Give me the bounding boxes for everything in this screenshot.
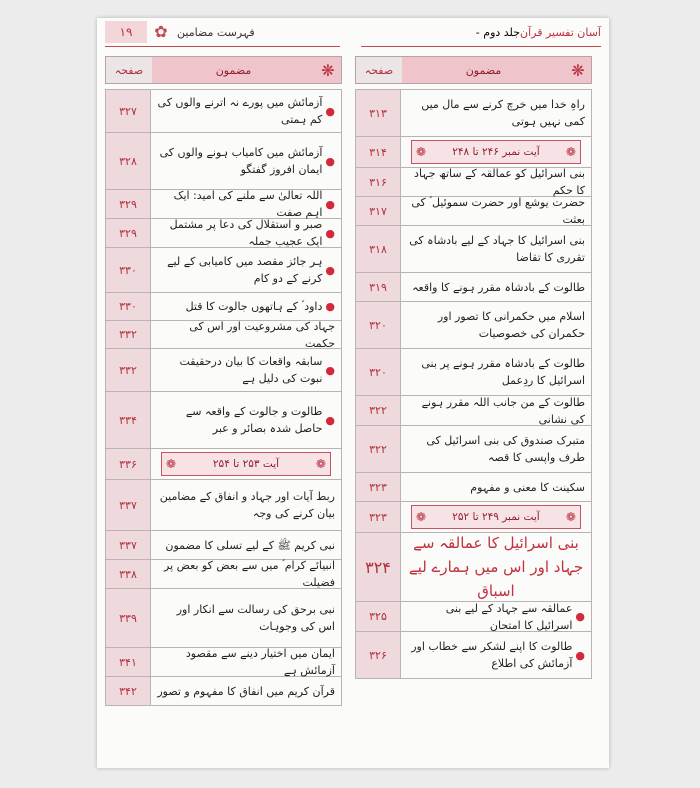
page-number: ۱۹: [105, 21, 147, 43]
subject-label: متبرک صندوق کی بنی اسرائیل کی طرف واپسی کا قصہ: [426, 434, 585, 464]
ayat-range-label: آیت ۲۵۳ تا ۲۵۴: [212, 458, 280, 470]
page-ref: ۳۴۲: [106, 677, 151, 705]
subject-label: حضرت یوشع اور حضرت سموئیل ؑ کی بعثت: [411, 196, 585, 226]
subject-text: [151, 480, 341, 530]
subject-text: [151, 90, 341, 132]
bullet-icon: ●: [325, 154, 335, 168]
subject-text: [151, 392, 341, 448]
page-ref: ۳۳۸: [106, 560, 151, 588]
page-ref: ۳۲۳: [356, 502, 401, 532]
bullet-icon: ●: [325, 300, 335, 313]
subject-label: ربط آیات اور جہاد و انفاق کے مضامین بیان کرنے کی وجہ: [159, 490, 335, 520]
subject-text: [151, 589, 341, 647]
table-row: [106, 219, 341, 248]
flower-ornament-icon: ❁: [416, 145, 427, 159]
subject-text: [401, 632, 591, 678]
subject-label: قرآن کریم میں انفاق کا مفہوم و تصور: [157, 684, 335, 698]
page-column-label: صفحہ: [106, 57, 152, 83]
page-ref: ۳۲۳: [356, 473, 401, 501]
flower-ornament-icon: ❁: [315, 457, 326, 471]
page-ref: ۳۳۷: [106, 480, 151, 530]
table-row: [356, 602, 591, 632]
page-ref: ۳۱۴: [356, 137, 401, 167]
table-row: [106, 648, 341, 677]
page-ref: ۳۲۷: [106, 90, 151, 132]
subject-text: [401, 90, 591, 136]
page-ref: ۳۲۲: [356, 426, 401, 472]
table-row: [106, 531, 341, 560]
flower-ornament-icon: ❋: [565, 57, 591, 83]
subject-label: بنی اسرائیل کا جہاد کے لیے بادشاہ کی تقرری کا تقاضا: [409, 234, 585, 264]
subject-label: طالوت کے من جانب اللہ مقرر ہونے کی نشانی: [421, 395, 585, 426]
page-ref: ۳۲۰: [356, 302, 401, 348]
subject-text: [401, 473, 591, 501]
table-row: [106, 589, 341, 648]
flower-ornament-icon: ❁: [565, 145, 576, 159]
subject-text: [401, 602, 591, 631]
table-row: [356, 349, 591, 396]
subject-column-label: مضمون: [402, 57, 565, 83]
toc-table: [355, 89, 592, 679]
left-column: [105, 56, 342, 706]
table-row: [106, 248, 341, 293]
page-ref: ۳۳۶: [106, 449, 151, 479]
table-row: [106, 90, 341, 133]
bullet-icon: ●: [325, 197, 335, 211]
column-header: [105, 56, 342, 84]
highlighted-subject: بنی اسرائیل کا عمالقہ سے جہاد اور اس میں ہمارے لیے اسباق: [408, 534, 584, 600]
subject-label: طالوت کے بادشاہ مقرر ہونے پر بنی اسرائیل کا ردِعمل: [421, 357, 585, 387]
table-row: [106, 349, 341, 392]
subject-text: [401, 396, 591, 425]
ayat-range-cell: [151, 449, 341, 479]
subject-label: طالوت و جالوت کے واقعہ سے حاصل شدہ بصائر و عبر: [185, 405, 323, 435]
subject-label: جہاد کی مشروعیت اور اس کی حکمت: [189, 319, 335, 350]
page-ref: ۳۱۳: [356, 90, 401, 136]
bullet-icon: ●: [325, 226, 335, 240]
page-ref: ۳۳۷: [106, 531, 151, 559]
table-row: [106, 321, 341, 349]
subject-label: طالوت کے بادشاہ مقرر ہونے کا واقعہ: [412, 280, 585, 294]
table-row: [356, 226, 591, 273]
table-row: [356, 273, 591, 302]
page-ref: ۳۱۶: [356, 168, 401, 196]
page-ref: ۳۳۹: [106, 589, 151, 647]
page-ref: ۳۲۸: [106, 133, 151, 189]
subject-label: صبر و استقلال کی دعا پر مشتمل ایک عجیب جملہ: [169, 218, 323, 248]
subject-text: [151, 677, 341, 705]
table-row: [356, 137, 591, 168]
subject-text: [151, 133, 341, 189]
subject-text: [401, 197, 591, 225]
page-ref: ۳۴۱: [106, 648, 151, 676]
book-title: آسان تفسیر قرآن: [520, 25, 601, 39]
table-row: [356, 533, 591, 602]
table-row: [106, 449, 341, 480]
table-row: [356, 502, 591, 533]
page-ref: ۳۲۹: [106, 190, 151, 218]
bullet-icon: ●: [325, 263, 335, 277]
subject-text: [401, 302, 591, 348]
ayat-range-cell: [401, 502, 591, 532]
subject-label: داود ؑ کے ہاتھوں جالوت کا قتل: [185, 300, 323, 313]
ayat-range-banner: [411, 140, 581, 164]
subject-column-label: مضمون: [152, 57, 315, 83]
subject-label: عمالقہ سے جہاد کے لیے بنی اسرائیل کا امتحان: [445, 601, 573, 632]
table-row: [106, 677, 341, 705]
table-row: [356, 197, 591, 226]
ayat-range-banner: [161, 452, 331, 476]
table-row: [356, 396, 591, 426]
subject-label: انبیائے کرام ؑ میں سے بعض کو بعض پر فضیلت: [164, 559, 335, 589]
right-column: [355, 56, 592, 679]
flower-ornament-icon: ❁: [565, 510, 576, 524]
table-row: [356, 168, 591, 197]
bullet-icon: ●: [325, 104, 335, 118]
subject-text: [151, 321, 341, 348]
subject-label: ایمان میں اختیار دینے سے مقصود آزمائش ہے: [185, 647, 335, 677]
page-ref: ۳۳۴: [106, 392, 151, 448]
page-ref: ۳۱۸: [356, 226, 401, 272]
bullet-icon: ●: [325, 413, 335, 427]
bullet-icon: ●: [575, 648, 585, 662]
table-row: [106, 560, 341, 589]
section-title: فہرست مضامین: [177, 25, 255, 39]
ayat-range-label: آیت نمبر ۲۴۹ تا ۲۵۲: [452, 511, 540, 523]
flower-ornament-icon: ❋: [315, 57, 341, 83]
table-row: [106, 190, 341, 219]
subject-text: [151, 293, 341, 320]
page-ref: ۳۳۲: [106, 321, 151, 348]
subject-text: [151, 349, 341, 391]
page-header-left: [105, 18, 340, 46]
flower-ornament-icon: ✿: [154, 22, 168, 41]
toc-table: [105, 89, 342, 706]
table-row: [356, 426, 591, 473]
page-ref: ۳۳۰: [106, 293, 151, 320]
table-row: [356, 473, 591, 502]
header-rule: [105, 46, 340, 47]
table-row: [106, 480, 341, 531]
page-column-label: صفحہ: [356, 57, 402, 83]
subject-label: آزمائش میں کامیاب ہونے والوں کی ایمان افروز گفتگو: [159, 146, 323, 176]
subject-label: سکینت کا معنی و مفہوم: [470, 480, 585, 494]
ayat-range-banner: [411, 505, 581, 529]
ayat-range-cell: [401, 137, 591, 167]
subject-label: ہر جائز مقصد میں کامیابی کے لیے کرنے کے دو کام: [167, 255, 323, 285]
page-ref: ۳۱۷: [356, 197, 401, 225]
subject-text: [401, 168, 591, 196]
page-header-right: [361, 18, 601, 47]
subject-text: [151, 248, 341, 292]
subject-label: آزمائش میں پورے نہ اترنے والوں کی کم ہمتی: [157, 96, 323, 126]
column-header: [355, 56, 592, 84]
page-ref: ۳۲۹: [106, 219, 151, 247]
flower-ornament-icon: ❁: [166, 457, 177, 471]
subject-text: [151, 648, 341, 676]
subject-text: [401, 349, 591, 395]
subject-text: [151, 190, 341, 218]
flower-ornament-icon: ❁: [416, 510, 427, 524]
page-ref: ۳۲۶: [356, 632, 401, 678]
bullet-icon: ●: [575, 610, 585, 623]
page-ref: ۳۱۹: [356, 273, 401, 301]
subject-label: اللہ تعالیٰ سے ملنے کی امید: ایک اہم صفت: [173, 189, 323, 219]
subject-text: [151, 219, 341, 247]
subject-text: [401, 226, 591, 272]
subject-label: سابقہ واقعات کا بیان درحقیقت نبوت کی دلیل ہے: [179, 355, 323, 385]
page-ref: ۳۳۲: [106, 349, 151, 391]
page-ref: ۳۲۰: [356, 349, 401, 395]
subject-text: [401, 273, 591, 301]
ayat-range-label: آیت نمبر ۲۴۶ تا ۲۴۸: [452, 146, 540, 158]
subject-text: [151, 560, 341, 588]
book-page: [97, 18, 609, 768]
table-row: [106, 133, 341, 190]
table-row: [356, 90, 591, 137]
bullet-icon: ●: [325, 363, 335, 377]
table-row: [356, 302, 591, 349]
subject-text: [151, 531, 341, 559]
table-row: [356, 632, 591, 678]
subject-label: اسلام میں حکمرانی کا تصور اور حکمران کی خصوصیات: [437, 310, 585, 340]
table-row: [106, 392, 341, 449]
page-ref: ۳۲۴: [356, 533, 401, 601]
subject-label: نبی برحق کی رسالت سے انکار اور اس کی وجوہات: [176, 603, 335, 633]
subject-label: طالوت کا اپنے لشکر سے خطاب اور آزمائش کی اطلاع: [411, 640, 573, 670]
subject-label: نبی کریم ﷺ کے لیے تسلی کا مضمون: [165, 538, 335, 552]
page-ref: ۳۳۰: [106, 248, 151, 292]
subject-label: بنی اسرائیل کو عمالقہ کے ساتھ جہاد کا حکم: [414, 167, 585, 197]
subject-label: راہِ خدا میں خرچ کرنے سے مال میں کمی نہیں ہوتی: [421, 98, 585, 128]
page-ref: ۳۲۲: [356, 396, 401, 425]
book-title-rest: - جلد دوم: [475, 25, 520, 39]
subject-text: [401, 426, 591, 472]
page-ref: ۳۲۵: [356, 602, 401, 631]
